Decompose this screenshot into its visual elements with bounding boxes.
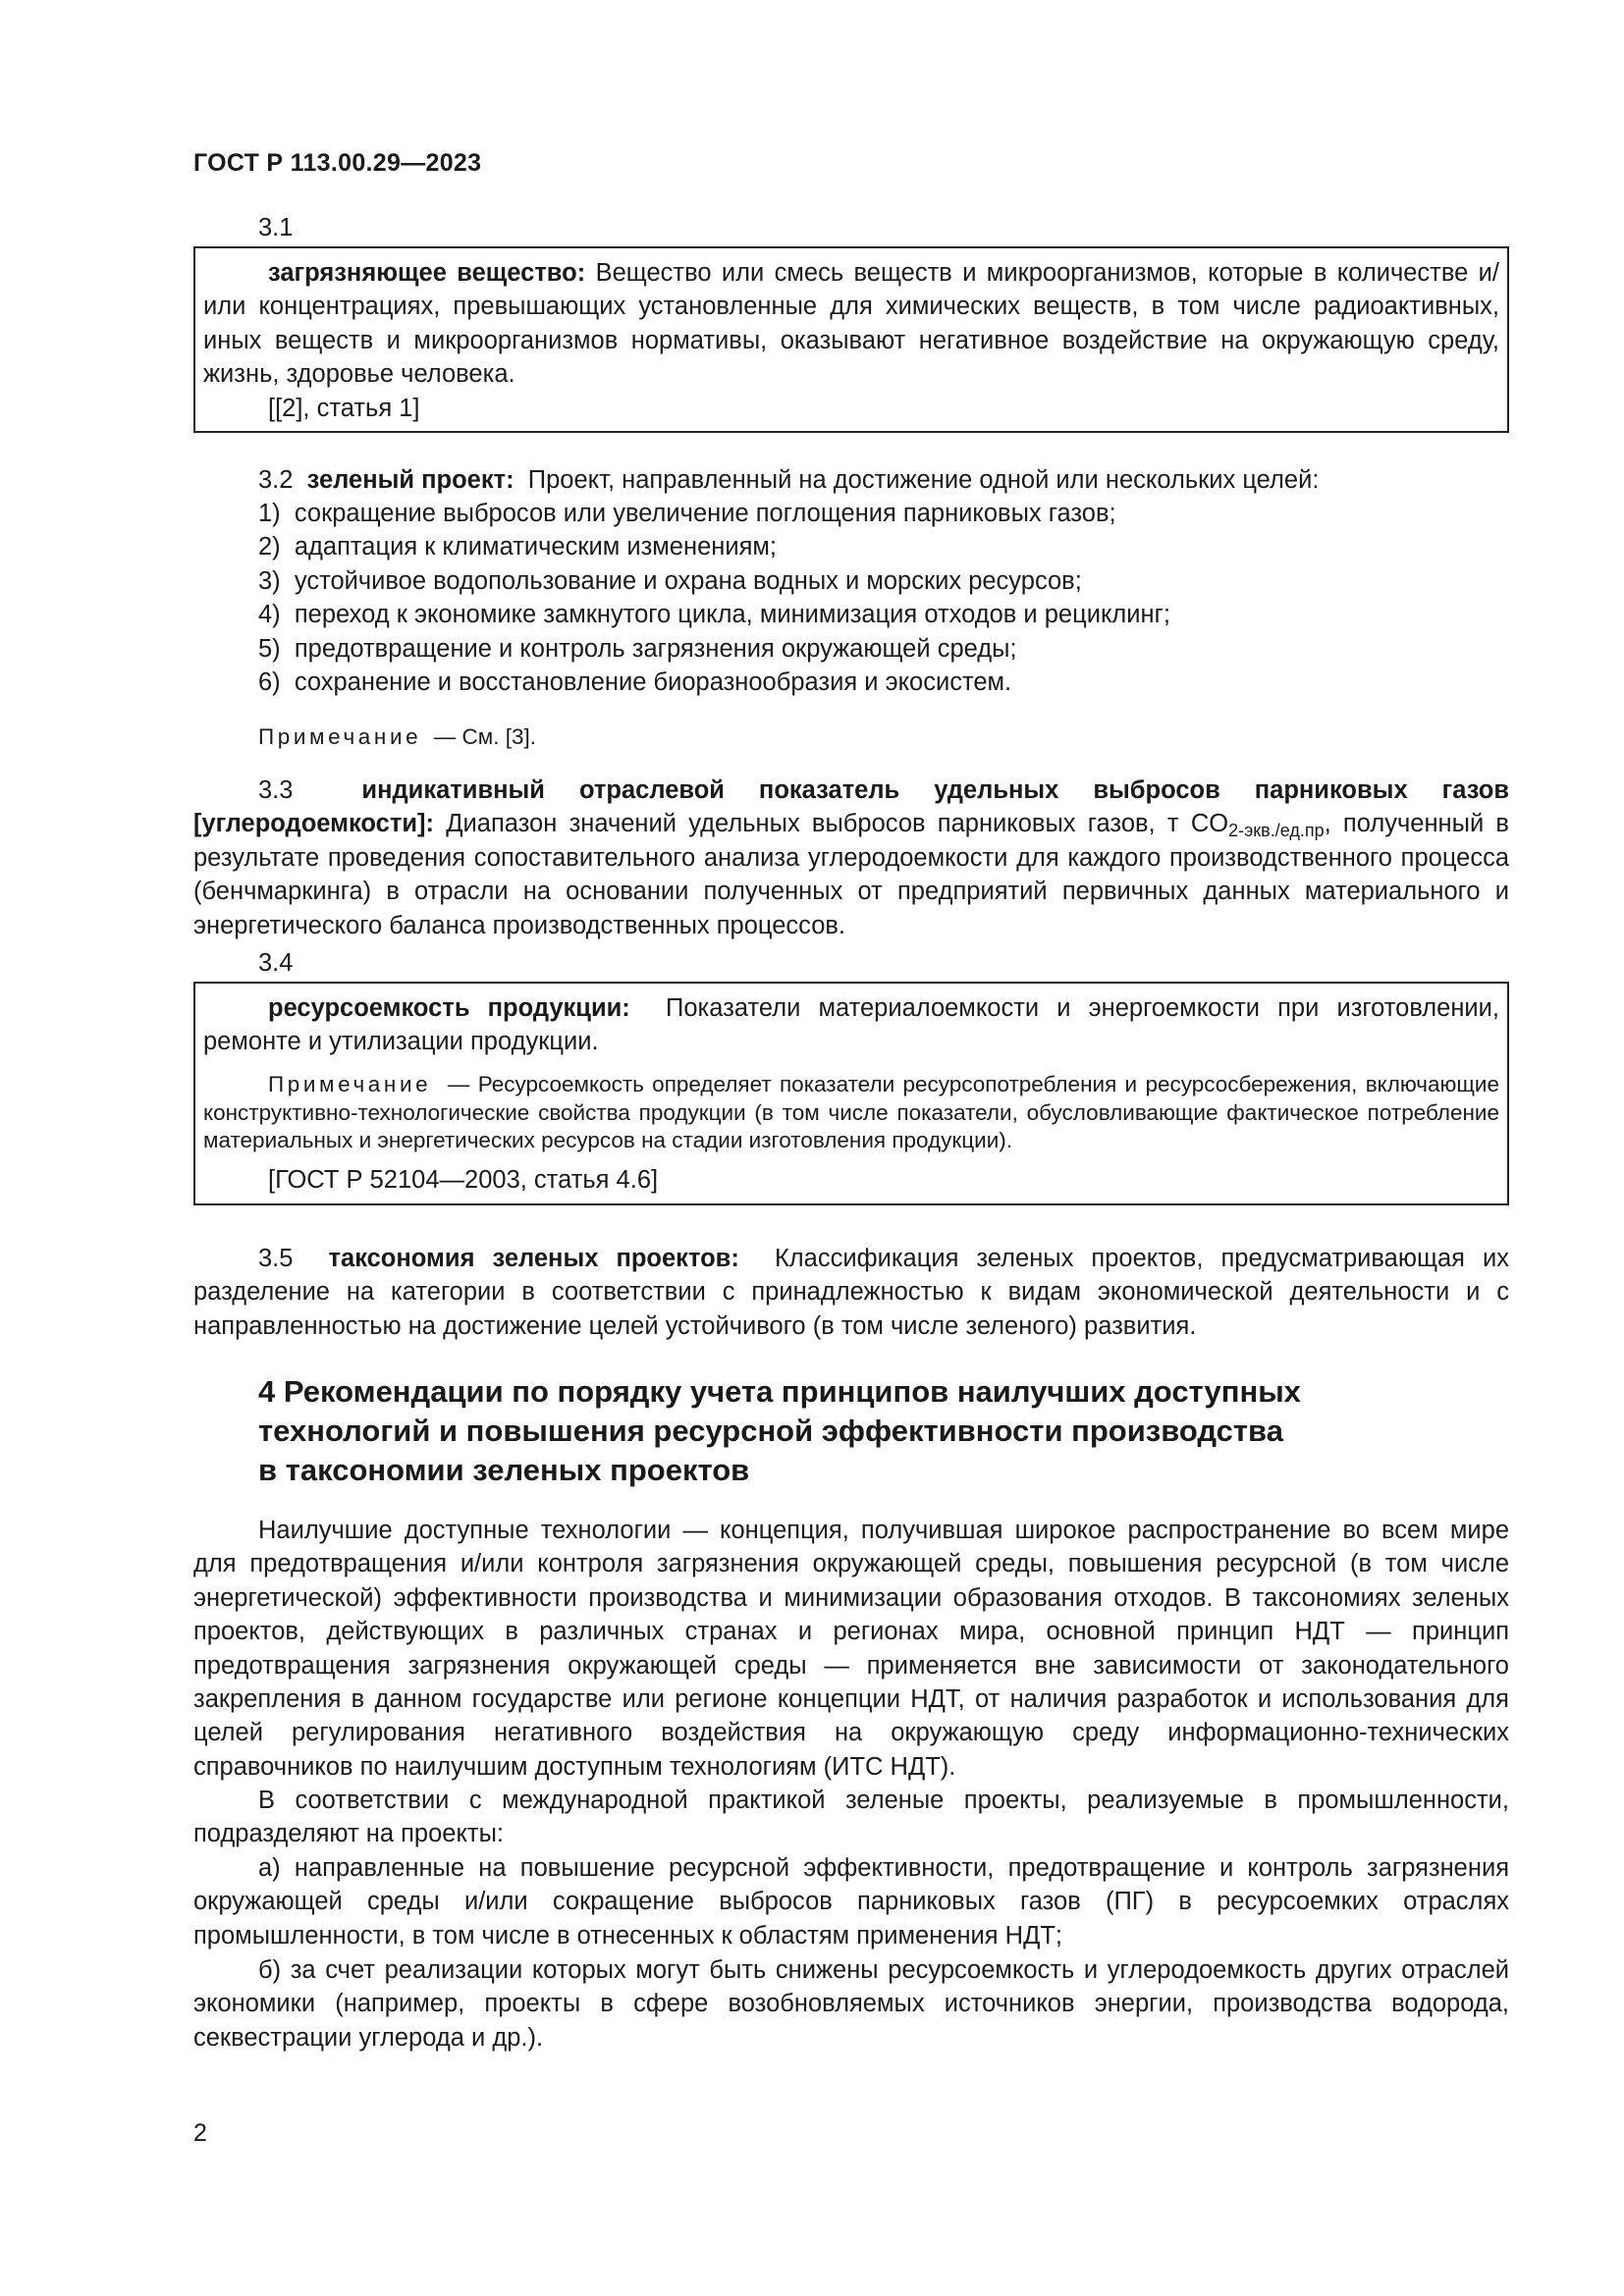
list-item: 4) переход к экономике замкнутого цикла, минимизация отходов и рециклинг;: [258, 601, 1170, 629]
note-text: — Ресурсоемкость определяет показатели ресурсопотребления и ресурсосбережения, включающие конструктивно-технологические свойства продукции (в том числе показатели, обусловливающие фактическое потребление материальных и энергетических ресурсов на стадии изготовления продукции).: [203, 1071, 1499, 1153]
term-definition-3-2: [258, 463, 1509, 497]
term-number-3-1: 3.1: [258, 214, 294, 241]
list-item: 5) предотвращение и контроль загрязнения окружающей среды;: [258, 634, 1017, 663]
term-definition-3-4: [203, 991, 1499, 1059]
list-item: 6) сохранение и восстановление биоразнообразия и экосистем.: [258, 668, 1012, 697]
term-3-5: таксономия зеленых проектов:: [328, 1245, 739, 1272]
section-4-item-b: б) за счет реализации которых могут быть снижены ресурсоемкость и углеродоемкость других отраслей экономики (например, проекты в сфере возобновляемых источников энергии, производства водорода, секвестрации углерода и др.).: [193, 1956, 1509, 2052]
page-number: 2: [193, 2119, 207, 2147]
term-definition-3-3: 3.3 индикативный отраслевой показатель удельных выбросов парниковых газов [углеродоемкости]: Диапазон значений удельных выбросов парниковых газов, т $CO_{2-экв./ед.пр}$, полученный в результате проведения сопоставительного анализа углеродоемкости для каждого производственного процесса (бенчмаркинга) в отрасли на основании полученных от предприятий первичных данных материального и энергетического баланса производственных процессов.: [193, 776, 1510, 939]
note-3-4: [203, 1071, 1499, 1155]
list-item: 1) сокращение выбросов или увеличение поглощения парниковых газов;: [258, 500, 1116, 527]
term-definition-3-5: [193, 1242, 1509, 1343]
definition-3-1: Вещество или смесь веществ и микроорганизмов, которые в количестве и/или концентрациях, превышающих установленные для химических веществ, в том числе радиоактивных, иных веществ и микроорганизмов нормативы, оказывают негативное воздействие на окружающую среду, жизнь, здоровье человека.: [203, 259, 1499, 389]
source-3-4: [ГОСТ Р 52104—2003, статья 4.6]: [268, 1166, 659, 1195]
note-text: — См. [3].: [433, 724, 536, 749]
term-box-3-1: [193, 246, 1509, 433]
term-3-2: зеленый проект:: [306, 466, 514, 494]
term-box-3-4: [193, 982, 1509, 1205]
list-item: 2) адаптация к климатическим изменениям;: [258, 533, 778, 561]
document-header: ГОСТ Р 113.00.29—2023: [193, 149, 482, 177]
goals-list: [258, 497, 1170, 699]
note-label: Примечание: [268, 1071, 432, 1096]
definition-3-5: Классификация зеленых проектов, предусматривающая их разделение на категории в соответствии с принадлежностью к видам экономической деятельности и с направленностью на достижение целей устойчивого (в том числе зеленого) развития.: [193, 1245, 1509, 1340]
section-4-item-a: а) направленные на повышение ресурсной эффективности, предотвращение и контроль загрязнения окружающей среды и/или сокращение выбросов парниковых газов (ПГ) в ресурсоемких отраслях промышленности, в том числе в отнесенных к областям применения НДТ;: [193, 1854, 1509, 1949]
term-3-3: индикативный отраслевой показатель удельных выбросов парниковых газов [углеродоемкости]:: [193, 776, 1510, 838]
definition-3-4: Показатели материалоемкости и энергоемкости при изготовлении, ремонте и утилизации продукции.: [203, 994, 1500, 1056]
term-number-3-5: 3.5: [258, 1245, 294, 1272]
section-4-para-1: Наилучшие доступные технологии — концепция, получившая широкое распространение во всем мире для предотвращения и/или контроля загрязнения окружающей среды, повышения ресурсной (в том числе энергетической) эффективности производства и минимизации образования отходов. В таксономиях зеленых проектов, действующих в различных странах и регионах мира, основной принцип НДТ — принцип предотвращения загрязнения окружающей среды — применяется вне зависимости от законодательного закрепления в данном государстве или регионе концепции НДТ, от наличия разработок и использования для целей регулирования негативного воздействия на окружающую среду информационно-технических справочников по наилучшим доступным технологиям (ИТС НДТ).: [193, 1517, 1509, 1781]
section-4-para-2: В соответствии с международной практикой зеленые проекты, реализуемые в промышленности, подразделяют на проекты:: [193, 1787, 1509, 1848]
list-item: 3) устойчивое водопользование и охрана водных и морских ресурсов;: [258, 566, 1082, 595]
term-number-3-2: 3.2: [258, 466, 294, 494]
section-4-heading: 4 Рекомендации по порядку учета принципов наилучших доступных технологий и повышения ресурсной эффективности производства в таксономии зеленых проектов: [258, 1374, 1301, 1487]
term-3-1: загрязняющее вещество:: [268, 259, 586, 287]
source-3-1: [[2], статья 1]: [268, 394, 420, 422]
definition-3-2: Проект, направленный на достижение одной или нескольких целей:: [527, 466, 1320, 494]
note-3-2: [258, 723, 536, 752]
term-definition-3-1: [203, 256, 1499, 392]
term-number-3-4: 3.4: [258, 949, 294, 977]
term-number-3-3: 3.3: [258, 776, 294, 804]
co2-subscript: 2-экв./ед.пр: [1228, 821, 1325, 841]
note-label: Примечание: [258, 724, 422, 749]
term-3-4: ресурсоемкость продукции:: [268, 994, 630, 1022]
